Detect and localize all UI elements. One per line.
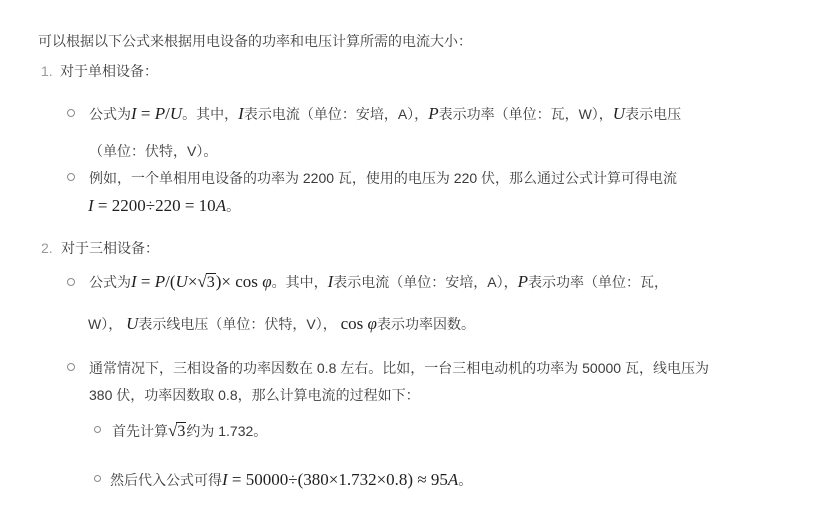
bullet-line <box>89 105 681 122</box>
text-run: W）， <box>88 316 127 332</box>
ordered-item-1 <box>41 63 158 79</box>
text-run: 。其中， <box>271 274 328 290</box>
bullet-line-continued <box>88 197 240 214</box>
bullet-line-continued <box>89 388 420 402</box>
text-run: 公式为 <box>89 274 131 290</box>
radical-icon: √ <box>197 272 207 291</box>
bullet-line <box>89 361 709 375</box>
bullet-line-continued <box>88 315 475 332</box>
sub-bullet-line <box>112 422 267 440</box>
list-number-marker: 1. <box>41 63 53 79</box>
bullet-line <box>89 273 668 291</box>
text-run: 。 <box>458 472 473 488</box>
ordered-item-2 <box>41 240 159 256</box>
text-run: 对于单相设备： <box>60 63 158 79</box>
math-operator: / <box>165 104 170 123</box>
math-variable: U <box>175 272 188 291</box>
math-variable: U <box>126 314 139 333</box>
math-operator: = 50000÷(380×1.732×0.8) ≈ 95 <box>227 470 448 489</box>
radicand: 3 <box>206 274 215 291</box>
text-run: 通常情况下，三相设备的功率因数在 0.8 左右。比如，一台三相电动机的功率为 50000 瓦，线电压为 <box>89 360 709 376</box>
text-run: 表示电压 <box>625 106 682 122</box>
text-run: 可以根据以下公式来根据用电设备的功率和电压计算所需的电流大小： <box>38 33 472 49</box>
math-operator: = <box>136 104 155 123</box>
text-run: 表示功率（单位：瓦， <box>528 274 668 290</box>
math-variable: U <box>169 104 183 123</box>
math-variable: P <box>154 104 166 123</box>
text-run: 约为 1.732。 <box>186 423 268 439</box>
text-run: 表示功率（单位：瓦，W）， <box>438 106 613 122</box>
math-variable: I <box>238 104 244 123</box>
math-operator: = <box>136 272 155 291</box>
math-variable: P <box>154 272 166 291</box>
bullet-circle-icon <box>94 426 101 433</box>
math-variable: U <box>612 104 626 123</box>
math-variable: I <box>88 196 94 215</box>
text-run: 。其中， <box>182 106 239 122</box>
bullet-circle-icon <box>67 278 75 286</box>
math-variable: φ <box>367 314 377 333</box>
math-variable: A <box>215 196 227 215</box>
math-operator: )× cos <box>215 272 263 291</box>
bullet-circle-icon <box>67 363 75 371</box>
bullet-circle-icon <box>67 109 75 117</box>
math-variable: P <box>517 272 528 291</box>
text-run: 公式为 <box>89 106 131 122</box>
math-variable: φ <box>262 272 272 291</box>
text-run: 表示功率因数。 <box>376 316 475 332</box>
math-variable: P <box>428 104 439 123</box>
math-operator: /( <box>165 272 176 291</box>
text-run: 对于三相设备： <box>61 240 159 256</box>
text-run: 。 <box>226 198 241 214</box>
bullet-circle-icon <box>67 173 75 181</box>
intro-paragraph <box>38 34 472 48</box>
bullet-circle-icon <box>94 475 101 482</box>
math-variable: I <box>327 272 334 291</box>
text-run: （单位：伏特，V）。 <box>89 143 218 159</box>
radical-icon: √ <box>168 421 178 440</box>
list-number-marker: 2. <box>41 240 53 256</box>
text-run: 然后代入公式可得 <box>110 472 222 488</box>
text-run: 表示线电压（单位：伏特，V）， <box>138 316 341 332</box>
math-variable: A <box>447 470 459 489</box>
bullet-line-continued <box>89 144 217 158</box>
math-variable: I <box>222 470 228 489</box>
math-variable: I <box>131 104 137 123</box>
bullet-line <box>89 171 677 185</box>
text-run: 例如，一个单相用电设备的功率为 2200 瓦，使用的电压为 220 伏，那么通过公式计算可得电流 <box>89 170 678 186</box>
sub-bullet-line <box>110 471 472 488</box>
sqrt-expression <box>168 423 186 439</box>
text-run: 表示电流（单位：安培，A）， <box>243 106 429 122</box>
math-operator: = 2200÷220 = 10 <box>93 196 216 215</box>
math-operator: × <box>187 272 198 291</box>
text-run: 380 伏，功率因数取 0.8，那么计算电流的过程如下： <box>89 387 420 403</box>
sqrt-expression <box>197 274 215 290</box>
text-run: 首先计算 <box>112 423 168 439</box>
radicand: 3 <box>177 423 186 440</box>
text-run: 表示电流（单位：安培，A）， <box>333 274 518 290</box>
math-operator: cos <box>340 314 368 333</box>
math-variable: I <box>131 272 137 291</box>
